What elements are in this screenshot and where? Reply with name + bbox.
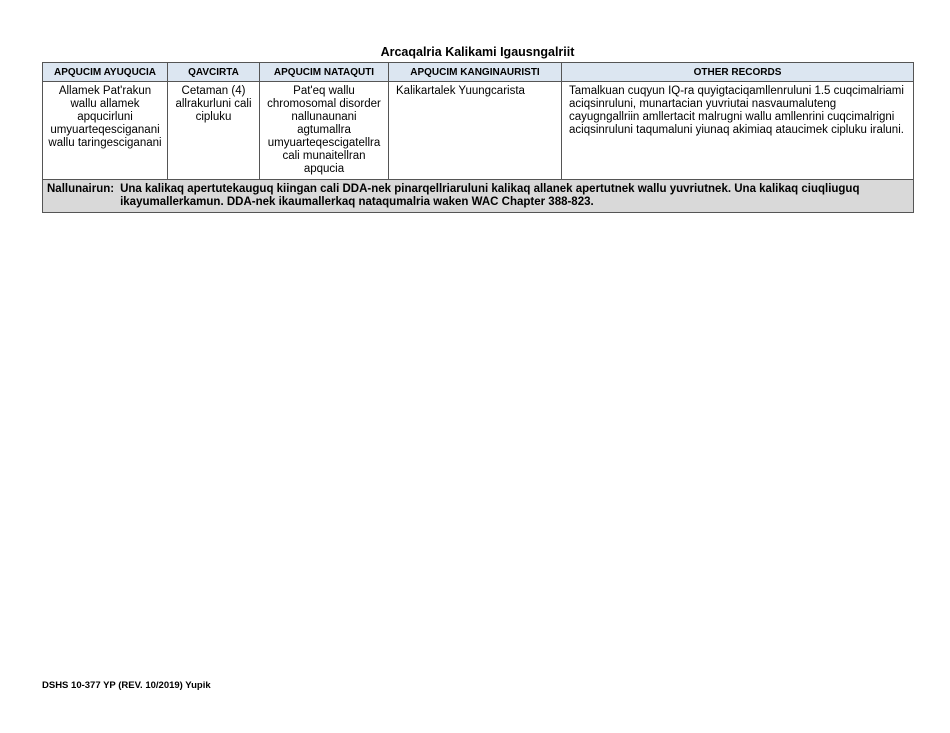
column-header-qavcirta: QAVCIRTA bbox=[168, 63, 260, 82]
form-footer: DSHS 10-377 YP (REV. 10/2019) Yupik bbox=[42, 680, 211, 691]
cell-apqucim-ayuqucia: Allamek Pat'rakun wallu allamek apqucirluni umyuarteqesciganani wallu taringesciganani bbox=[43, 82, 168, 180]
table-row bbox=[43, 82, 914, 180]
note-cell bbox=[43, 180, 914, 213]
note-row bbox=[43, 180, 914, 213]
eligibility-table bbox=[42, 62, 914, 213]
note-text: Una kalikaq apertutekauguq kiingan cali DDA-nek pinarqellriaruluni kalikaq allanek apertutnek wallu yuvriutnek. Una kalikaq ciuqliuguq ikayumallerkamun. DDA-nek ikaumallerkaq nataqumalria waken WAC Chapter 388-823. bbox=[120, 183, 860, 208]
cell-qavcirta: Cetaman (4) allrakurluni cali cipluku bbox=[168, 82, 260, 180]
note-label: Nallunairun: bbox=[47, 183, 115, 195]
table-header-row bbox=[43, 63, 914, 82]
column-header-apqucim-nataquti: APQUCIM NATAQUTI bbox=[260, 63, 389, 82]
column-header-apqucim-kanginauristi: APQUCIM KANGINAURISTI bbox=[389, 63, 562, 82]
column-header-apqucim-ayuqucia: APQUCIM AYUQUCIA bbox=[43, 63, 168, 82]
cell-other-records: Tamalkuan cuqyun IQ-ra quyigtaciqamllenruluni 1.5 cuqcimalriami aciqsinruluni, munartacian yuvriutai nasvaumaluteng cayugngallriin amllertacit malrugni wallu amllenrini cuqcimalrigni aciqsinruluni taqumaluni yiunaq akimiaq ataucimek cipluku iraluni. bbox=[562, 82, 914, 180]
cell-apqucim-nataquti: Pat'eq wallu chromosomal disorder nallunaunani agtumallra umyuarteqescigatellra cali munaitellran apqucia bbox=[260, 82, 389, 180]
document-title: Arcaqalria Kalikami Igausngalriit bbox=[380, 45, 575, 59]
column-header-other-records: OTHER RECORDS bbox=[562, 63, 914, 82]
cell-apqucim-kanginauristi: Kalikartalek Yuungcarista bbox=[389, 82, 562, 180]
